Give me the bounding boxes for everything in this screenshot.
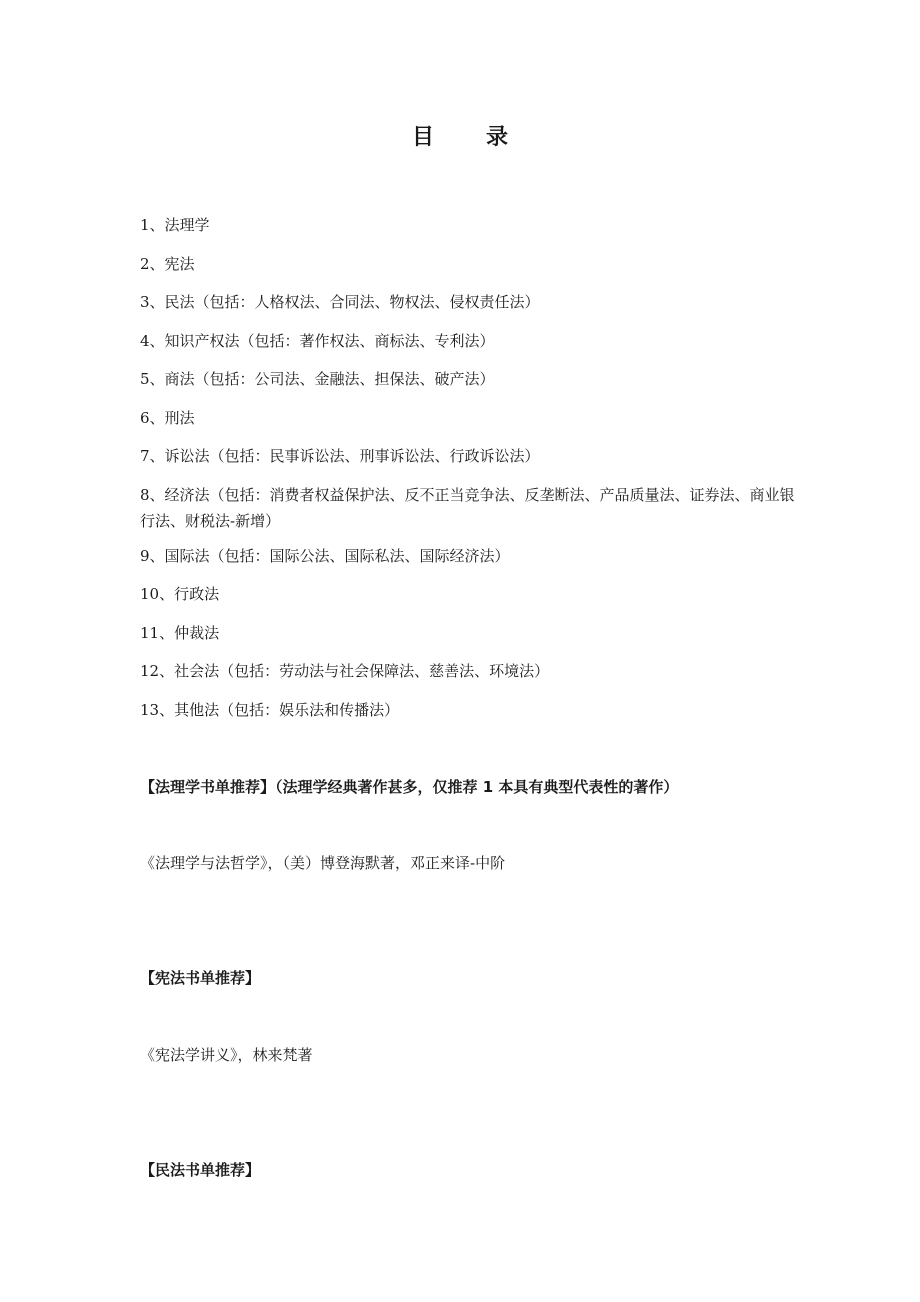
toc-item: 5、商法（包括：公司法、金融法、担保法、破产法）	[140, 370, 495, 388]
constitution-booklist-heading: 【宪法书单推荐】	[140, 969, 261, 987]
toc-item: 13、其他法（包括：娱乐法和传播法）	[140, 700, 400, 719]
toc-item: 6、刑法	[140, 408, 195, 427]
toc-item: 10、行政法	[140, 585, 220, 603]
toc-item: 3、民法（包括：人格权法、合同法、物权法、侵权责任法）	[140, 293, 540, 311]
page-title	[0, 120, 920, 151]
title-char-1: 目	[411, 125, 434, 150]
toc-item: 11、仲裁法	[140, 623, 220, 642]
toc-item: 9、国际法（包括：国际公法、国际私法、国际经济法）	[140, 546, 510, 565]
toc-item: 4、知识产权法（包括：著作权法、商标法、专利法）	[140, 331, 495, 350]
toc-item: 1、法理学	[140, 216, 210, 234]
toc-item: 12、社会法（包括：劳动法与社会保障法、慈善法、环境法）	[140, 662, 550, 680]
civil-law-booklist-heading: 【民法书单推荐】	[140, 1161, 261, 1179]
jurisprudence-book-entry: 《法理学与法哲学》，（美）博登海默著，邓正来译-中阶	[140, 854, 506, 872]
toc-item: 8、经济法（包括：消费者权益保护法、反不正当竞争法、反垄断法、产品质量法、证券法、商业银行法、财税法-新增）	[140, 485, 795, 530]
jurisprudence-booklist-heading: 【法理学书单推荐】（法理学经典著作甚多，仅推荐 1 本具有典型代表性的著作）	[140, 778, 679, 796]
constitution-book-entry: 《宪法学讲义》，林来梵著	[140, 1046, 313, 1064]
table-of-contents	[140, 212, 800, 735]
title-char-2: 录	[486, 125, 509, 150]
toc-item: 2、宪法	[140, 254, 195, 273]
toc-item: 7、诉讼法（包括：民事诉讼法、刑事诉讼法、行政诉讼法）	[140, 447, 540, 465]
